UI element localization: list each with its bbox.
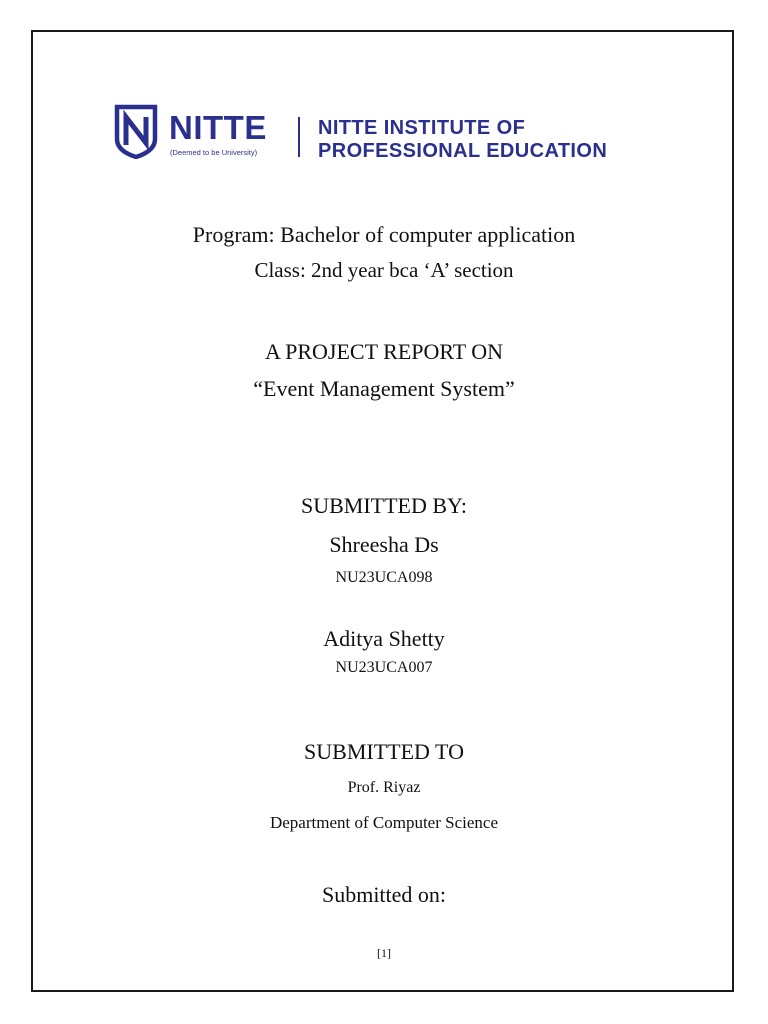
logo-tagline: (Deemed to be University)	[170, 148, 258, 157]
institute-name-line2: PROFESSIONAL EDUCATION	[318, 140, 608, 162]
logo-divider	[298, 117, 300, 157]
page-number: [1]	[377, 946, 391, 960]
report-title: “Event Management System”	[253, 376, 515, 401]
institution-logo	[113, 103, 673, 161]
student-id: NU23UCA007	[335, 659, 433, 676]
submitted-on-label: Submitted on:	[321, 882, 447, 907]
report-heading: A PROJECT REPORT ON	[264, 339, 504, 364]
submitted-to-heading: SUBMITTED TO	[304, 739, 464, 764]
nitte-shield-icon	[113, 103, 159, 159]
institute-name	[318, 117, 607, 163]
logo-wordmark: NITTE	[169, 109, 267, 146]
program-line: Program: Bachelor of computer application	[192, 222, 576, 247]
class-line: Class: 2nd year bca ‘A’ section	[254, 258, 514, 282]
student-id: NU23UCA098	[335, 569, 433, 586]
submitted-by-heading: SUBMITTED BY:	[300, 493, 468, 518]
institute-name-line1: NITTE INSTITUTE OF	[318, 117, 526, 139]
student-name: Aditya Shetty	[323, 626, 445, 651]
department-name: Department of Computer Science	[269, 813, 498, 832]
professor-name: Prof. Riyaz	[347, 779, 421, 796]
student-name: Shreesha Ds	[329, 532, 439, 557]
